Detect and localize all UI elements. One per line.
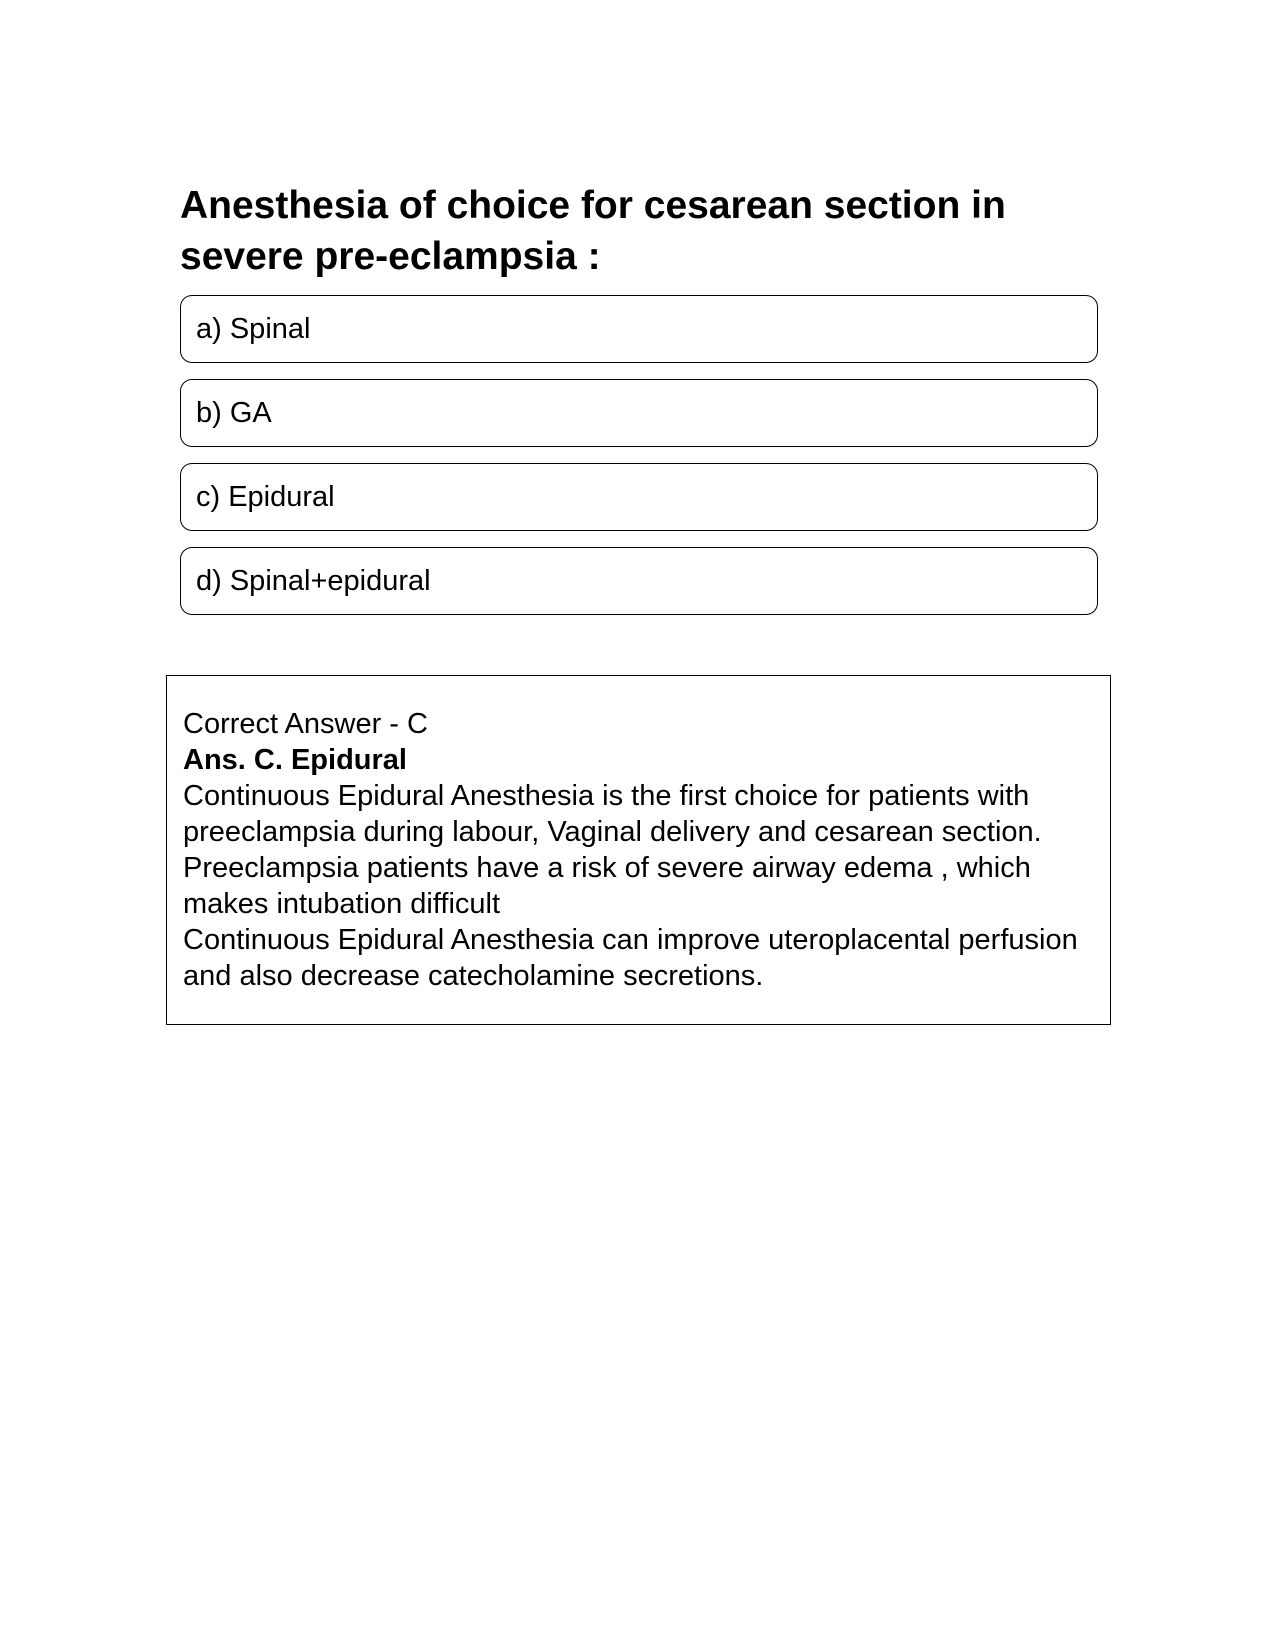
correct-answer-line: Correct Answer - C [183,708,428,740]
answer-explanation-box [166,675,1111,1025]
option-d[interactable]: d) Spinal+epidural [180,547,1098,615]
explanation-paragraph-1: Continuous Epidural Anesthesia is the first choice for patients with preeclampsia during labour, Vaginal delivery and cesarean section. [183,780,1042,848]
option-c[interactable]: c) Epidural [180,463,1098,531]
answer-heading: Ans. C. Epidural [183,744,407,776]
explanation-paragraph-2: Preeclampsia patients have a risk of severe airway edema , which makes intubation difficult [183,852,1031,920]
option-b[interactable]: b) GA [180,379,1098,447]
question-title: Anesthesia of choice for cesarean section in severe pre-eclampsia : [180,184,1006,278]
option-a[interactable]: a) Spinal [180,295,1098,363]
explanation-paragraph-3: Continuous Epidural Anesthesia can improve uteroplacental perfusion and also decrease catecholamine secretions. [183,924,1078,992]
options-list [180,295,1098,631]
